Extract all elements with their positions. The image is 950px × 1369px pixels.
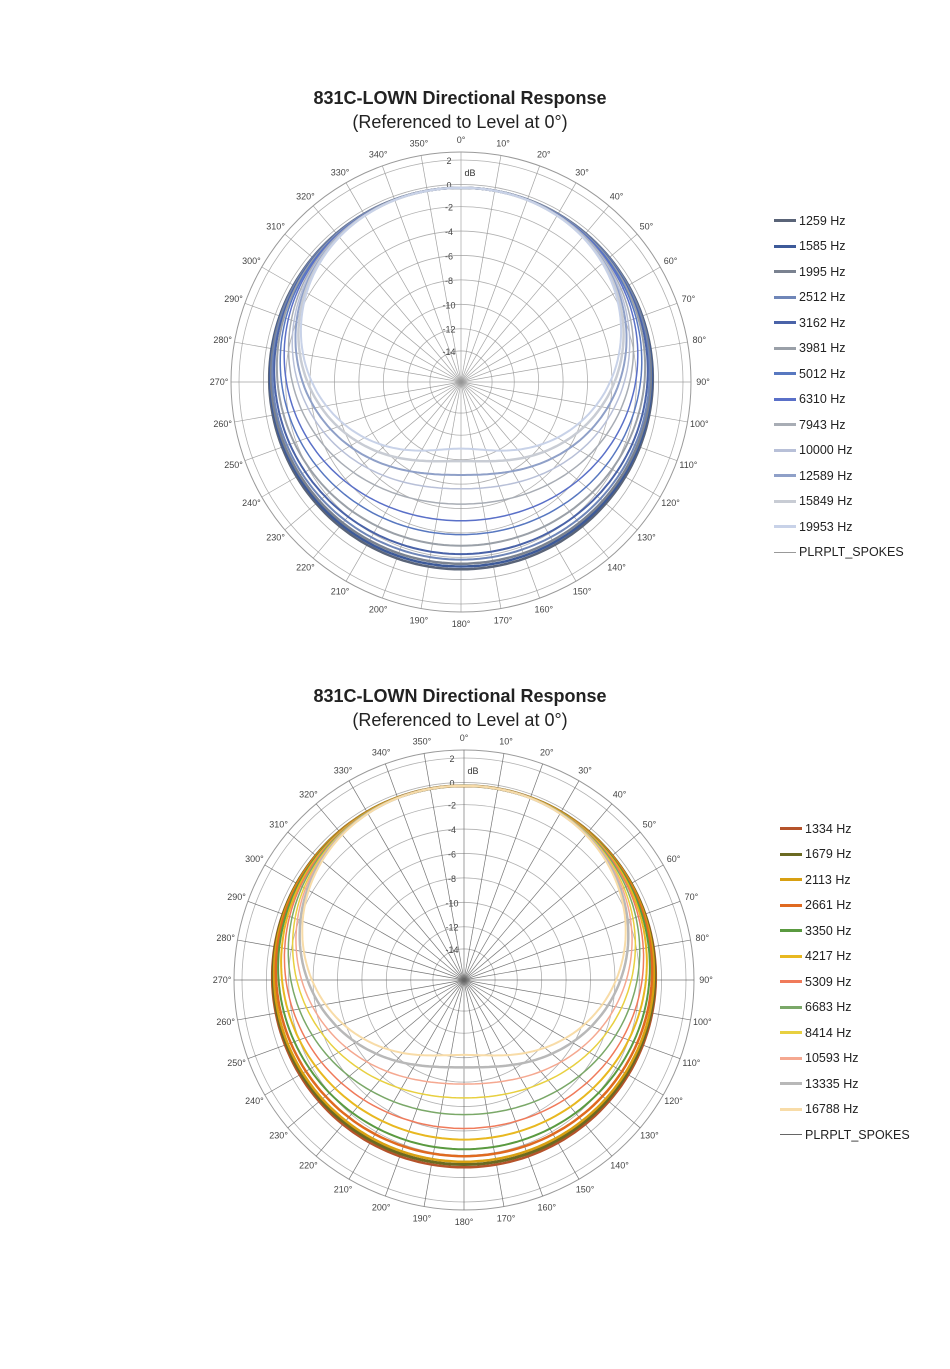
legend-item bbox=[774, 310, 904, 336]
legend bbox=[780, 816, 910, 1148]
radial-tick-label: -14 bbox=[445, 944, 459, 955]
chart-subtitle: (Referenced to Level at 0°) bbox=[352, 710, 568, 730]
legend-swatch bbox=[780, 929, 802, 932]
legend-item bbox=[780, 867, 910, 893]
angle-label: 160° bbox=[537, 1202, 557, 1213]
angle-label: 240° bbox=[242, 498, 261, 508]
spoke-line bbox=[461, 382, 637, 530]
radial-tick-label: -8 bbox=[444, 275, 454, 286]
angle-label: 320° bbox=[296, 191, 315, 202]
legend-label: 19953 Hz bbox=[799, 519, 853, 534]
legend-label: PLRPLT_SPOKES bbox=[799, 545, 904, 560]
legend-swatch bbox=[780, 1057, 802, 1060]
legend-swatch bbox=[780, 1006, 802, 1009]
angle-label: 280° bbox=[216, 932, 235, 943]
legend-item bbox=[774, 438, 904, 464]
legend-label: 6310 Hz bbox=[799, 392, 846, 407]
angle-label: 110° bbox=[682, 1057, 701, 1068]
angle-label: 10° bbox=[496, 138, 510, 149]
legend-label: 4217 Hz bbox=[805, 949, 852, 964]
legend-swatch bbox=[780, 904, 802, 907]
legend-swatch bbox=[774, 245, 796, 248]
legend-swatch bbox=[774, 398, 796, 401]
legend-item bbox=[780, 816, 910, 842]
angle-label: 170° bbox=[493, 615, 513, 626]
angle-label: 240° bbox=[245, 1096, 264, 1106]
legend-label: 3162 Hz bbox=[799, 315, 846, 330]
angle-label: 20° bbox=[536, 149, 551, 160]
angle-label: 310° bbox=[269, 819, 288, 830]
legend-label: 13335 Hz bbox=[805, 1076, 859, 1091]
legend-swatch bbox=[780, 955, 802, 958]
angle-label: 260° bbox=[213, 419, 232, 430]
legend-label: 5012 Hz bbox=[799, 366, 846, 381]
angle-label: 160° bbox=[534, 604, 554, 615]
angle-label: 50° bbox=[639, 221, 654, 232]
angle-label: 230° bbox=[269, 1130, 288, 1141]
angle-label: 220° bbox=[299, 1160, 318, 1171]
angle-label: 40° bbox=[609, 191, 624, 202]
angle-label: 330° bbox=[330, 167, 350, 178]
angle-label: 210° bbox=[333, 1184, 353, 1195]
angle-label: 230° bbox=[266, 532, 285, 543]
legend-swatch bbox=[774, 500, 796, 503]
angle-label: 50° bbox=[642, 819, 657, 830]
angle-label: 10° bbox=[499, 736, 513, 747]
spoke-line bbox=[461, 206, 609, 382]
legend-item bbox=[774, 336, 904, 362]
spoke-line bbox=[461, 234, 637, 382]
angle-label: 270° bbox=[212, 975, 232, 985]
legend-item bbox=[780, 1122, 910, 1148]
angle-label: 210° bbox=[330, 586, 350, 597]
radial-tick-label: -6 bbox=[444, 251, 454, 262]
legend-swatch bbox=[774, 347, 796, 350]
legend-label: 1585 Hz bbox=[799, 239, 846, 254]
legend-item bbox=[780, 918, 910, 944]
angle-label: 60° bbox=[663, 256, 678, 266]
angle-label: 30° bbox=[575, 167, 589, 178]
angle-label: 140° bbox=[610, 1160, 629, 1171]
radial-unit-label: dB bbox=[464, 168, 476, 178]
legend-label: 1995 Hz bbox=[799, 264, 846, 279]
legend-item bbox=[780, 1097, 910, 1123]
angle-label: 260° bbox=[216, 1017, 235, 1028]
spoke-line bbox=[313, 206, 461, 382]
angle-label: 290° bbox=[224, 294, 243, 305]
angle-label: 180° bbox=[454, 1217, 474, 1227]
angle-label: 90° bbox=[699, 975, 713, 985]
radial-tick-label: 2 bbox=[449, 754, 455, 764]
legend-label: 5309 Hz bbox=[805, 974, 852, 989]
legend-item bbox=[780, 1020, 910, 1046]
legend-item bbox=[774, 514, 904, 540]
legend-item bbox=[774, 208, 904, 234]
angle-label: 130° bbox=[640, 1130, 659, 1141]
spoke-line bbox=[316, 804, 464, 980]
radial-tick-label: -12 bbox=[445, 922, 459, 933]
legend-item bbox=[774, 463, 904, 489]
legend-swatch bbox=[780, 980, 802, 983]
legend-item bbox=[774, 489, 904, 515]
legend-swatch bbox=[774, 296, 796, 299]
legend-item bbox=[774, 387, 904, 413]
legend-swatch bbox=[774, 321, 796, 324]
angle-label: 60° bbox=[666, 854, 681, 864]
angle-label: 300° bbox=[242, 256, 261, 266]
angle-label: 0° bbox=[459, 733, 469, 743]
legend-item bbox=[774, 234, 904, 260]
legend-label: 16788 Hz bbox=[805, 1102, 859, 1117]
legend bbox=[774, 208, 904, 565]
radial-tick-label: 0 bbox=[446, 180, 452, 191]
legend-label: 10000 Hz bbox=[799, 443, 853, 458]
legend-swatch bbox=[780, 1082, 802, 1085]
legend-label: 10593 Hz bbox=[805, 1051, 859, 1066]
angle-label: 200° bbox=[368, 604, 388, 615]
angle-label: 310° bbox=[266, 221, 285, 232]
legend-label: 12589 Hz bbox=[799, 468, 853, 483]
angle-label: 250° bbox=[224, 459, 243, 470]
angle-label: 90° bbox=[696, 377, 710, 387]
legend-label: 2661 Hz bbox=[805, 898, 852, 913]
legend-swatch bbox=[774, 270, 796, 273]
legend-item bbox=[774, 540, 904, 566]
legend-item bbox=[780, 995, 910, 1021]
angle-label: 80° bbox=[692, 334, 707, 345]
legend-label: 3981 Hz bbox=[799, 341, 846, 356]
legend-item bbox=[780, 1071, 910, 1097]
angle-label: 120° bbox=[664, 1096, 683, 1106]
angle-label: 350° bbox=[409, 138, 429, 149]
angle-label: 100° bbox=[690, 419, 709, 430]
angle-label: 200° bbox=[371, 1202, 391, 1213]
legend-swatch bbox=[780, 1108, 802, 1111]
legend-label: 15849 Hz bbox=[799, 494, 853, 509]
angle-label: 130° bbox=[637, 532, 656, 543]
legend-item bbox=[774, 285, 904, 311]
legend-item bbox=[774, 259, 904, 285]
legend-swatch bbox=[774, 474, 796, 477]
radial-tick-label: -8 bbox=[447, 873, 457, 884]
angle-label: 30° bbox=[578, 765, 592, 776]
spoke-line bbox=[285, 382, 461, 530]
legend-label: 2113 Hz bbox=[805, 872, 851, 887]
chart-title: 831C-LOWN Directional Response bbox=[313, 88, 607, 108]
angle-label: 330° bbox=[333, 765, 353, 776]
angle-label: 0° bbox=[456, 135, 466, 145]
angle-label: 220° bbox=[296, 562, 315, 573]
angle-label: 320° bbox=[299, 789, 318, 800]
angle-label: 270° bbox=[209, 377, 229, 387]
angle-label: 150° bbox=[572, 586, 592, 597]
polar-plot bbox=[0, 80, 710, 640]
angle-label: 70° bbox=[684, 892, 699, 903]
angle-label: 120° bbox=[661, 498, 680, 508]
legend-label: 3350 Hz bbox=[805, 923, 852, 938]
legend-label: 1679 Hz bbox=[805, 847, 852, 862]
legend-item bbox=[780, 893, 910, 919]
legend-label: PLRPLT_SPOKES bbox=[805, 1127, 910, 1142]
angle-label: 180° bbox=[451, 619, 471, 629]
legend-item bbox=[780, 969, 910, 995]
angle-label: 300° bbox=[245, 854, 264, 864]
angle-label: 190° bbox=[412, 1213, 432, 1224]
legend-swatch bbox=[780, 827, 802, 830]
chart-title: 831C-LOWN Directional Response bbox=[313, 686, 607, 706]
radial-tick-label: -2 bbox=[447, 800, 457, 811]
polar-chart-2 bbox=[0, 678, 950, 1238]
angle-label: 250° bbox=[227, 1057, 246, 1068]
angle-label: 150° bbox=[575, 1184, 595, 1195]
spoke-line bbox=[288, 832, 464, 980]
radial-tick-label: -12 bbox=[442, 324, 456, 335]
legend-item bbox=[780, 944, 910, 970]
legend-label: 1334 Hz bbox=[805, 821, 852, 836]
radial-tick-label: 0 bbox=[449, 778, 455, 789]
angle-label: 170° bbox=[496, 1213, 516, 1224]
chart-subtitle: (Referenced to Level at 0°) bbox=[352, 112, 568, 132]
radial-tick-label: -6 bbox=[447, 849, 457, 860]
spoke-line bbox=[464, 804, 612, 980]
legend-label: 6683 Hz bbox=[805, 1000, 852, 1015]
angle-label: 190° bbox=[409, 615, 429, 626]
angle-label: 340° bbox=[371, 747, 391, 758]
polar-chart-1 bbox=[0, 80, 950, 640]
angle-label: 70° bbox=[681, 294, 696, 305]
radial-tick-label: -4 bbox=[444, 227, 454, 238]
radial-tick-label: -4 bbox=[447, 825, 457, 836]
legend-label: 2512 Hz bbox=[799, 290, 846, 305]
legend-swatch bbox=[774, 372, 796, 375]
legend-swatch bbox=[774, 525, 796, 528]
angle-label: 350° bbox=[412, 736, 432, 747]
angle-label: 140° bbox=[607, 562, 626, 573]
angle-label: 80° bbox=[695, 932, 710, 943]
polar-plot bbox=[0, 678, 713, 1238]
legend-label: 7943 Hz bbox=[799, 417, 846, 432]
legend-item bbox=[774, 412, 904, 438]
legend-swatch bbox=[774, 219, 796, 222]
radial-tick-label: -14 bbox=[442, 346, 456, 357]
legend-label: 8414 Hz bbox=[805, 1025, 852, 1040]
angle-label: 340° bbox=[368, 149, 388, 160]
spoke-line bbox=[285, 234, 461, 382]
radial-tick-label: -10 bbox=[445, 898, 459, 909]
spoke-line bbox=[464, 832, 640, 980]
legend-item bbox=[774, 361, 904, 387]
radial-tick-label: 2 bbox=[446, 156, 452, 166]
radial-unit-label: dB bbox=[467, 766, 479, 776]
legend-swatch bbox=[780, 853, 802, 856]
spoke-line bbox=[461, 166, 540, 382]
angle-label: 110° bbox=[679, 459, 698, 470]
legend-swatch bbox=[780, 878, 802, 881]
angle-label: 20° bbox=[539, 747, 554, 758]
radial-tick-label: -10 bbox=[442, 300, 456, 311]
legend-swatch bbox=[774, 423, 796, 426]
legend-swatch bbox=[774, 552, 796, 553]
angle-label: 100° bbox=[693, 1017, 712, 1028]
radial-tick-label: -2 bbox=[444, 202, 454, 213]
angle-label: 40° bbox=[612, 789, 627, 800]
angle-label: 290° bbox=[227, 892, 246, 903]
angle-label: 280° bbox=[213, 334, 232, 345]
legend-item bbox=[780, 1046, 910, 1072]
legend-swatch bbox=[780, 1134, 802, 1135]
legend-item bbox=[780, 842, 910, 868]
legend-swatch bbox=[774, 449, 796, 452]
legend-label: 1259 Hz bbox=[799, 213, 846, 228]
legend-swatch bbox=[780, 1031, 802, 1034]
